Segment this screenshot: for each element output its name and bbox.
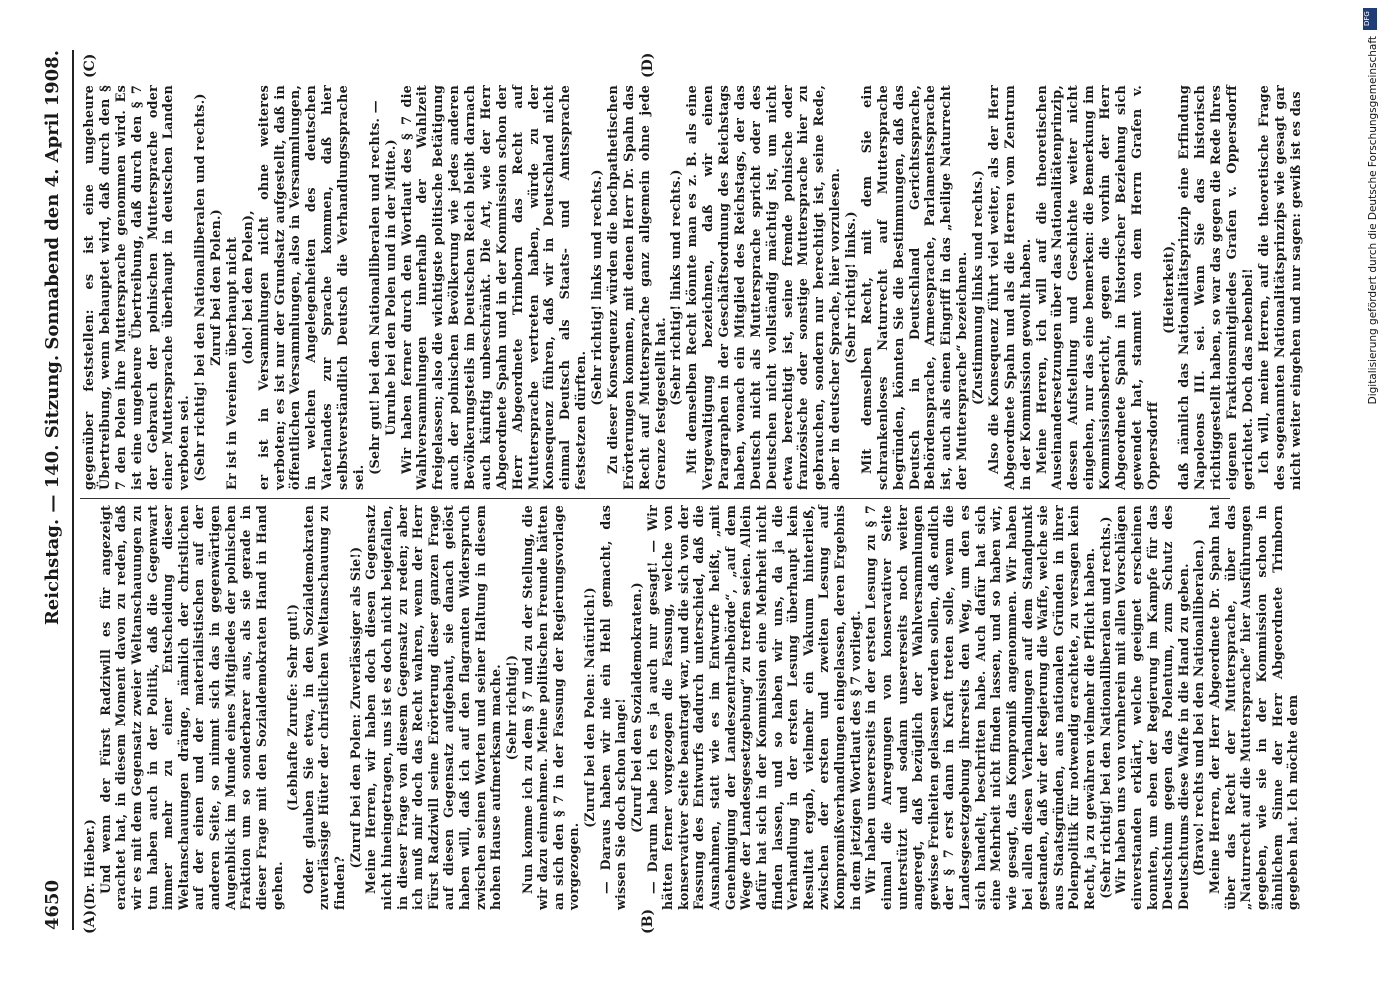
paragraph: Wir haben uns von vornherein mit allen Vorschlägen einverstanden erklärt, welche geeignet erscheinen konnten, um eben der Regierung im Kampfe für das Deutschtum gegen das Polentum, zum Schutz des Deutschtums diese Waffe in die Hand zu geben. [1113,505,1191,910]
margin-mark-b: (B) [640,908,656,934]
paragraph: Er ist in Vereinen überhaupt nicht [224,236,240,490]
paragraph: Meine Herren, der Herr Abgeordnete Dr. Spahn hat über das Recht der Muttersprache, über das „Naturrecht auf die Muttersprache“ hier Ausführungen gegeben, wie sie in der Kommission schon in ähnlichem Sinne der Herr Abgeordnete Trimborn gegeben hat. Ich möchte dem [1207,505,1301,910]
interjection: (Lebhafte Zurufe: Sehr gut!) [285,603,301,812]
header-rule [72,50,74,930]
paragraph: Mit demselben Recht könnte man es z. B. als eine Vergewaltigung bezeichnen, daß wir einen Paragraphen in der Geschäftsordnung des Reichstags haben, wonach ein Mitglied des Reichstags, der das Deutsch nicht als Muttersprache spricht oder des Deutschen nicht vollständig mächtig ist, um nicht etwa berechtigt ist, seine fremde polnische oder französische oder sonstige Muttersprache hier zu gebrauchen, sondern nur berechtigt ist, seine Rede, aber in deutscher Sprache, hier vorzulesen. [685,85,844,490]
interjection: (Bravo! rechts und bei den Nationalliberalen.) [1191,538,1207,877]
session-date: Sonnabend den 4. April 1908. [42,50,63,350]
digitization-credit: Digitalisierung gefördert durch die Deutsche Forschungsgemeinschaft [1367,36,1379,405]
interjection: Zuruf bei den Polen.) [209,209,224,366]
paragraph: er ist in Versammlungen nicht ohne weiteres verboten; es ist nur der Grundsatz aufgestellt, daß in öffentlichen Versammlungen, also in Versammlungen, in welchen Angelegenheiten des deutschen Vaterlandes zur Sprache kommen, daß hier selbstverständlich Deutsch die Verhandlungssprache sei. [256,85,367,490]
paragraph: Ich will, meine Herren, auf die theoretische Frage des sogenannten Nationalitätsprinzips wie gesagt gar nicht weiter eingehen und nur sagen: gewiß ist es das [1256,85,1304,490]
interjection: (oho! bei den Polen), [240,210,256,365]
paragraph: Meine Herren, wir haben doch diesen Gegensatz nicht hineingetragen, uns ist es doch nicht beigefallen, in dieser Frage von diesem Gegensatz zu reden; aber ich muß mir doch das Recht wahren, wenn der Herr Fürst Radziwill seine Erörterung dieser ganzen Frage auf diesen Gegensatz aufgebaut, sie danach gelöst haben will, daß ich auf den flagranten Widerspruch zwischen seinen Worten und seiner Haltung in diesem hohen Hause aufmerksam mache. [363,505,504,910]
paragraph: Also die Konsequenz führt viel weiter, als der Herr Abgeordnete Spahn und als die Herren vom Zentrum in der Kommission gewollt haben. [986,85,1034,490]
paragraph: Mit demselben Recht, mit dem Sie ein schrankenloses Naturrecht auf Muttersprache begründen, könnten Sie die Bestimmungen, daß das Deutsch in Deutschland Gerichtssprache, Behördensprache, Armeesprache, Parlamentssprache ist, auch als einen Eingriff in das „heilige Naturrecht der Muttersprache“ bezeichnen. [859,85,971,490]
margin-mark-a: (A) [82,909,98,934]
column-divider [80,498,1230,499]
interjection: (Zuruf bei den Polen: Zuverlässiger als Sie!) [347,546,363,869]
paragraph: gegenüber feststellen: es ist eine ungeheure Übertreibung, wenn behauptet wird, daß durch den § 7 den Polen ihre Muttersprache genommen wird. Es ist eine ungeheure Übertreibung, daß durch den § 7 der Gebrauch der polnischen Muttersprache oder einer Muttersprache überhaupt in deutschen Landen verboten sei. [82,85,193,490]
paragraph: — Darum habe ich es ja auch nur gesagt! — Wir hätten ferner vorgezogen die Fassung, welche von konservativer Seite beantragt war, und die sich von der Fassung des Entwurfs dadurch unterschied, daß die Ausnahmen, statt wie es im Entwurfe heißt, „mit Genehmigung der Landeszentralbehörde“, „auf dem Wege der Landesgesetzgebung“ zu treffen seien. Allein dafür hat sich in der Kommission eine Mehrheit nicht finden lassen, und so haben wir uns, da ja die Verhandlung in der ersten Lesung überhaupt kein Resultat ergab, vielmehr ein Vakuum hinterließ, zwischen der ersten und zweiten Lesung auf Kompromißverhandlungen eingelassen, deren Ergebnis in dem jetzigen Wortlaut des § 7 vorliegt. [644,505,863,910]
paragraph: Meine Herren, ich will auf die theoretischen Auseinandersetzungen über das Nationalitätenprinzip, dessen Aufstellung und Geschichte weiter nicht eingehen, nur das eine bemerken: die Bemerkung im Kommissionsbericht, gegen die vorhin der Herr Abgeordnete Spahn in historischer Beziehung sich gewendet hat, stammt von dem Herrn Grafen v. Oppersdorff [1034,85,1161,490]
interjection: (Sehr richtig! links und rechts.) [590,169,605,406]
interjection: (Sehr richtig! bei den Nationalliberalen und rechts.) [1097,516,1113,899]
paragraph: Wir haben unsererseits in der ersten Lesung zu § 7 einmal die Anregungen von konservativer Seite unterstützt und sodann unsererseits noch weiter angeregt, daß bezüglich der Wahlversammlungen gewisse Freiheiten gelassen werden sollen, daß endlich der § 7 erst dann in Kraft treten solle, wenn die Landesgesetzgebung ihrerseits den Weg, um den es sich handelt, beschritten habe. Auch dafür hat sich eine Mehrheit nicht finden lassen, und so haben wir, wie gesagt, das Kompromiß angenommen. Wir haben bei allen diesen Verhandlungen auf dem Standpunkt gestanden, daß wir der Regierung die Waffe, welche sie aus Staatsgründen, aus nationalen Gründen in ihrer Polenpolitik für notwendig erachtete, zu versagen kein Recht, ja zu gewähren vielmehr die Pflicht haben. [863,505,1097,910]
margin-mark-c: (C) [82,53,98,78]
interjection: (Sehr gut! bei den Nationalliberalen und rechts. — Unruhe bei den Polen und in der Mitte.) [367,100,399,475]
interjection: (Sehr richtig! links.) [844,211,859,364]
dfg-logo: DFG [1363,8,1377,30]
paragraph: Zu dieser Konsequenz würden die hochpathetischen Erörterungen kommen, mit denen Herr Dr. Spahn das Recht auf Muttersprache ganz allgemein ohne jede Grenze festgestellt hat. [605,85,669,490]
text-column-left [82,505,1301,910]
text-column-right [82,85,1304,490]
paragraph: Wir haben ferner durch den Wortlaut des § 7 die Wahlversammlungen innerhalb der Wahlzeit freigelassen; also die wichtigste politische Betätigung auch der polnischen Bevölkerung wie jedes anderen Bevölkerungsteils im Deutschen Reich bleibt darnach auch künftig unbeschränkt. Die Art, wie der Herr Abgeordnete Spahn und in der Kommission schon der Herr Abgeordnete Trimborn das Recht auf Muttersprache vertreten haben, würde zu der Konsequenz führen, daß wir in Deutschland nicht einmal Deutsch als Staats- und Amtssprache festsetzen dürften. [399,85,590,490]
interjection: (Zuruf bei den Sozialdemokraten.) [628,582,644,833]
interjection: (Sehr richtig! links und rechts.) [669,169,685,406]
paragraph: Nun komme ich zu dem § 7 und zu der Stellung, die wir dazu einnehmen. Meine politischen Freunde hätten an sich den § 7 in der Fassung der Regierungsvorlage vorgezogen. [519,505,582,910]
paragraph: daß nämlich das Nationalitätsprinzip eine Erfindung Napoleons III. sei. Wenn Sie das historisch richtiggestellt haben, so war das gegen die Rede Ihres eigenen Fraktionsmitgliedes Grafen v. Oppersdorff gerichtet. Doch das nebenbei! [1177,85,1256,490]
paragraph: Und wenn der Fürst Radziwill es für angezeigt erachtet hat, in diesem Moment davon zu reden, daß wir es mit dem Gegensatz zweier Weltanschauungen zu tun haben auch in der Politik, daß die Gegenwart immer mehr zu einer Entscheidung dieser Weltanschauungen dränge, nämlich der christlichen auf der einen und der materialistischen auf der anderen Seite, so nimmt sich das in gegenwärtigen Augenblick im Munde eines Mitgliedes der polnischen Fraktion um so sonderbarer aus, als sie gerade in dieser Frage mit den Sozialdemokraten Hand in Hand gehen. [97,505,285,910]
paragraph: Oder glauben Sie etwa, in den Sozialdemokraten zuverlässige Hüter der christlichen Weltanschauung zu finden? [300,505,347,910]
margin-mark-d: (D) [640,52,656,78]
running-title: Reichstag. — 140. Sitzung. [42,354,63,626]
paragraph: — Daraus haben wir nie ein Hehl gemacht, das wissen Sie doch schon lange! [597,505,629,910]
page-header [42,50,70,930]
interjection: (Heiterkeit), [1161,241,1177,334]
interjection: (Zuruf bei den Polen: Natürlich!) [582,587,597,828]
paragraph: (Dr. Hieber.) [82,818,97,910]
interjection: (Sehr richtig! bei den Nationalliberalen und rechts.) [193,93,209,482]
interjection: (Zustimmung links und rechts.) [971,170,986,405]
page-number: 4650 [42,879,63,930]
interjection: (Sehr richtig!) [503,654,519,761]
